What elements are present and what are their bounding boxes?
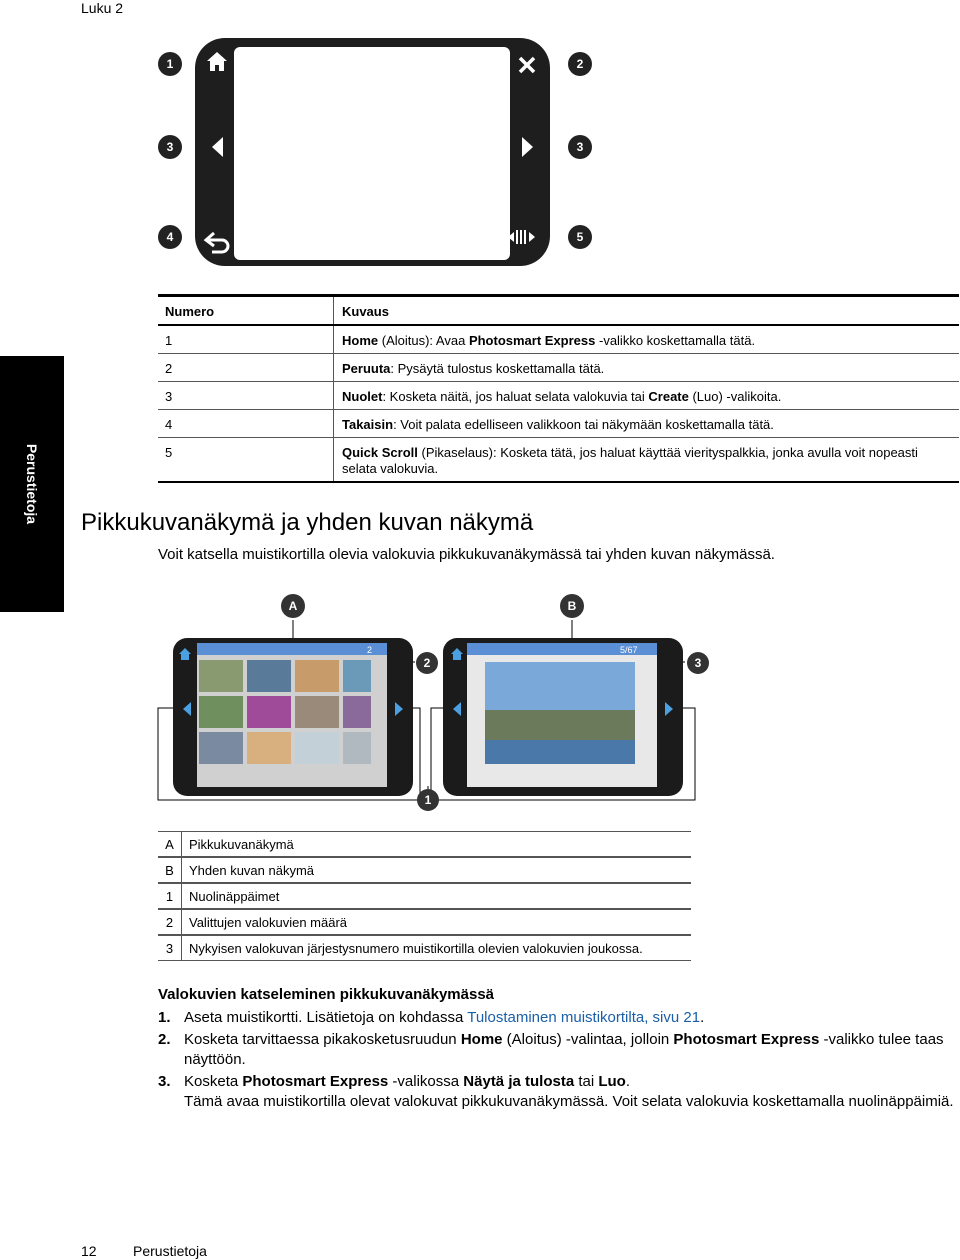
selected-count: 2 xyxy=(367,645,373,655)
callout-2: 2 xyxy=(576,57,584,71)
table-row: 2 Peruuta: Pysäytä tulostus koskettamalla tätä. xyxy=(158,354,959,382)
side-tab-label: Perustietoja xyxy=(24,443,40,525)
side-tab xyxy=(0,356,64,612)
callout-b: B xyxy=(567,599,577,613)
callout-2: 2 xyxy=(423,656,431,670)
table-header xyxy=(158,297,959,326)
photo-index: 5/67 xyxy=(620,645,638,655)
callout-3: 3 xyxy=(694,656,702,670)
table-row: 3 Nuolet: Kosketa näitä, jos haluat selata valokuvia tai Create (Luo) -valikoita. xyxy=(158,382,959,410)
list-item: 1. Aseta muistikortti. Lisätietoja on kohdassa Tulostaminen muistikortilta, sivu 21. xyxy=(158,1009,705,1026)
callout-1: 1 xyxy=(424,793,432,807)
header-number: Numero xyxy=(158,297,334,324)
callout-1: 1 xyxy=(166,57,174,71)
table-row: 1 Nuolinäppäimet xyxy=(158,883,691,909)
section-intro: Voit katsella muistikortilla olevia valokuvia pikkukuvanäkymässä tai yhden kuvan näkymässä. xyxy=(158,546,775,563)
section-title: Pikkukuvanäkymä ja yhden kuvan näkymä xyxy=(81,509,534,536)
device-diagram xyxy=(150,30,610,280)
callout-3-right: 3 xyxy=(576,140,584,154)
table-row: 2 Valittujen valokuvien määrä xyxy=(158,909,691,935)
step-note: Tämä avaa muistikortilla olevat valokuvat pikkukuvanäkymässä. Voit selata valokuvia koskettamalla nuolinäppäimiä. xyxy=(184,1093,954,1110)
procedure-steps xyxy=(158,1008,958,1114)
legend-table xyxy=(158,831,691,961)
screens-diagram xyxy=(155,590,715,820)
procedure-title: Valokuvien katseleminen pikkukuvanäkymässä xyxy=(158,986,495,1003)
table-row: B Yhden kuvan näkymä xyxy=(158,857,691,883)
table-row: A Pikkukuvanäkymä xyxy=(158,832,691,857)
cross-reference-link[interactable]: Tulostaminen muistikortilta, sivu 21 xyxy=(467,1009,701,1026)
list-item: 2. Kosketa tarvittaessa pikakosketusruudun Home (Aloitus) -valintaa, jolloin Photosmart Express -valikko tulee taas näyttöön. xyxy=(158,1031,944,1068)
callout-4: 4 xyxy=(166,230,174,244)
table-row: 1 Home (Aloitus): Avaa Photosmart Express -valikko koskettamalla tätä. xyxy=(158,326,959,354)
list-item: 3. Kosketa Photosmart Express -valikossa Näytä ja tulosta tai Luo. Tämä avaa muistikortilla olevat valokuvat pikkukuvanäkymässä. Voit selata valokuvia koskettamalla nuolinäppäimiä. xyxy=(158,1073,954,1110)
callout-3-left: 3 xyxy=(166,140,174,154)
callout-5: 5 xyxy=(576,230,584,244)
button-table xyxy=(158,294,959,483)
header-description: Kuvaus xyxy=(342,304,389,319)
callout-a: A xyxy=(288,599,298,613)
table-row: 5 Quick Scroll (Pikaselaus): Kosketa tätä, jos haluat käyttää vierityspalkkia, jonka avulla voit nopeasti selata valokuvia. xyxy=(158,438,959,483)
page-number: 12 xyxy=(81,1243,97,1259)
footer-section: Perustietoja xyxy=(133,1243,207,1259)
chapter-label: Luku 2 xyxy=(81,0,124,16)
table-row: 3 Nykyisen valokuvan järjestysnumero muistikortilla olevien valokuvien joukossa. xyxy=(158,935,691,961)
table-row: 4 Takaisin: Voit palata edelliseen valikkoon tai näkymään koskettamalla tätä. xyxy=(158,410,959,438)
